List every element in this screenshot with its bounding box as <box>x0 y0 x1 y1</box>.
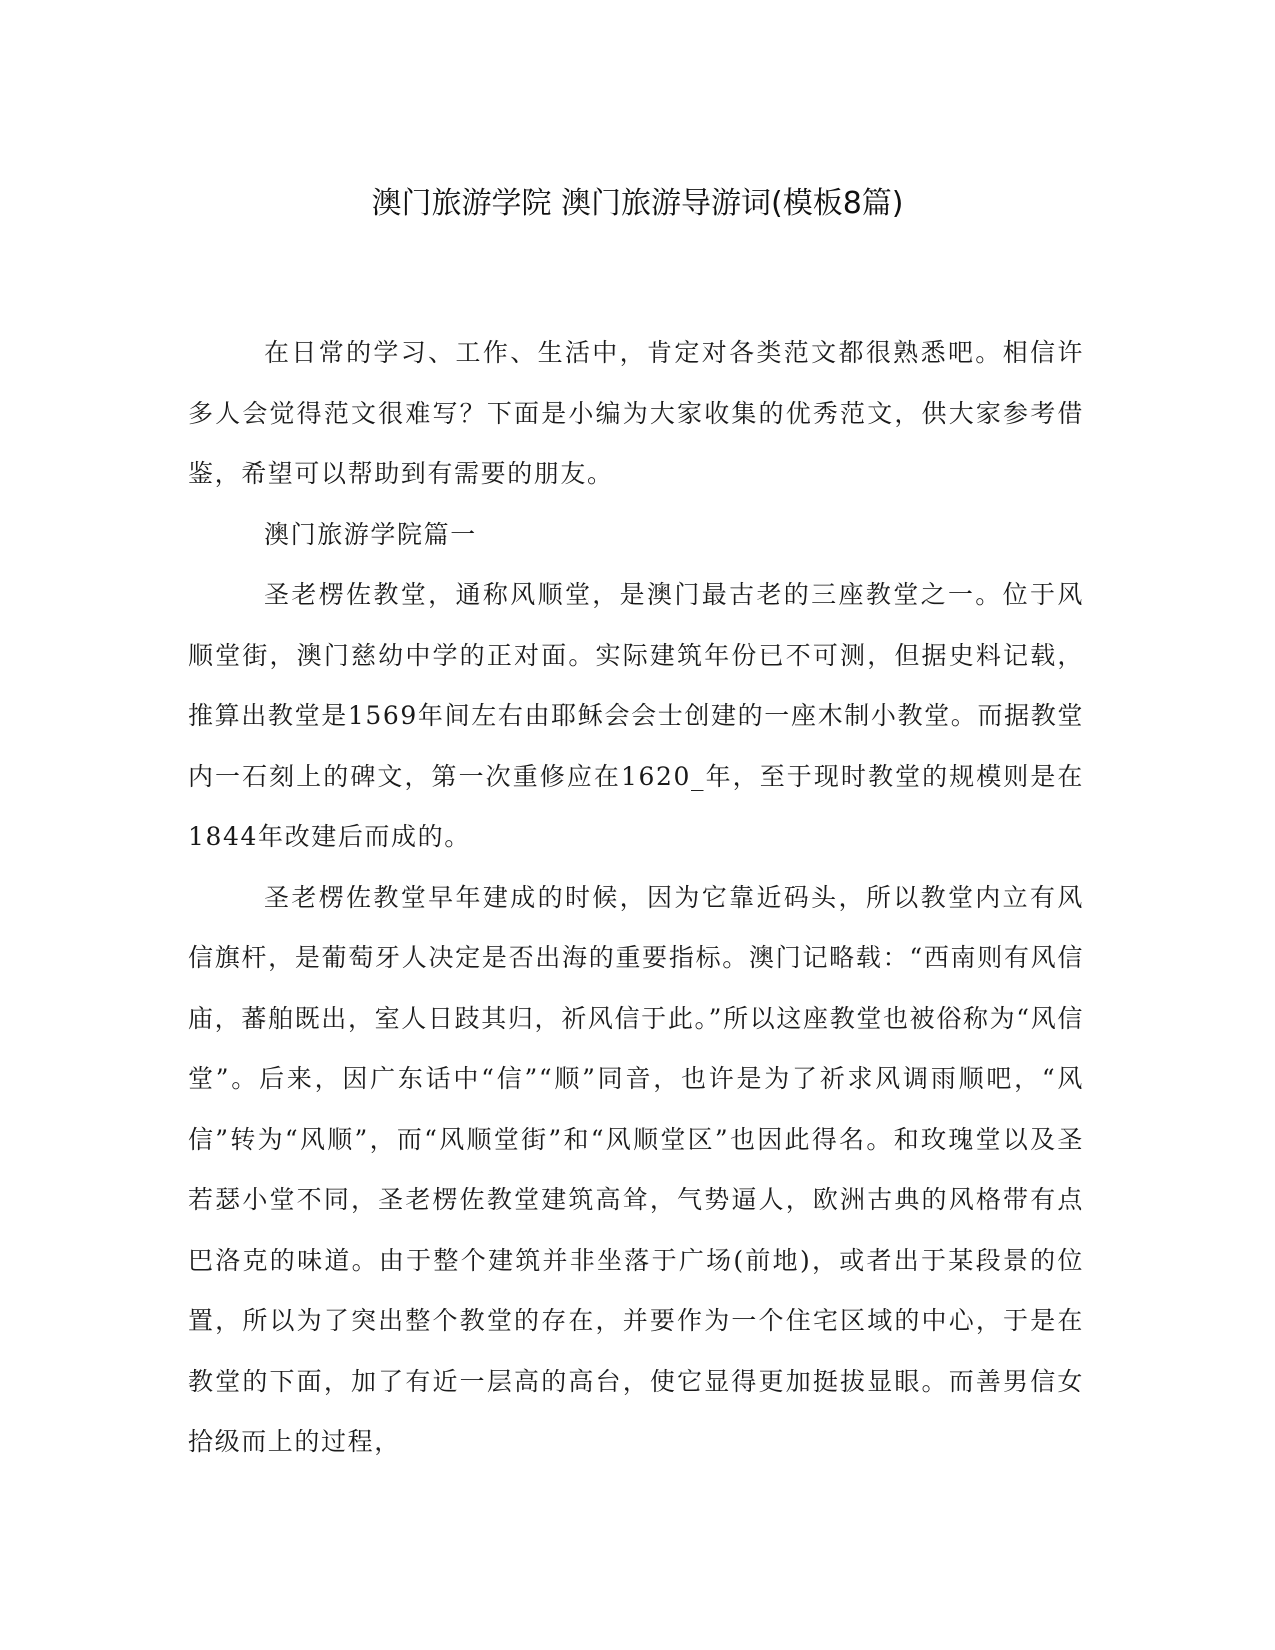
body-paragraph: 圣老楞佐教堂，通称风顺堂，是澳门最古老的三座教堂之一。位于风顺堂街，澳门慈幼中学的正对面。实际建筑年份已不可测，但据史料记载，推算出教堂是1569年间左右由耶稣会会士创建的一座木制小教堂。而据教堂内一石刻上的碑文，第一次重修应在1620_年，至于现时教堂的规模则是在1844年改建后而成的。 <box>188 580 1084 851</box>
body-paragraph: 圣老楞佐教堂早年建成的时候，因为它靠近码头，所以教堂内立有风信旗杆，是葡萄牙人决定是否出海的重要指标。澳门记略载：“西南则有风信庙，蕃舶既出，室人日跂其归，祈风信于此。”所以这座教堂也被俗称为“风信堂”。后来，因广东话中“信”“顺”同音，也许是为了祈求风调雨顺吧，“风信”转为“风顺”，而“风顺堂街”和“风顺堂区”也因此得名。和玫瑰堂以及圣若瑟小堂不同，圣老楞佐教堂建筑高耸，气势逼人，欧洲古典的风格带有点巴洛克的味道。由于整个建筑并非坐落于广场(前地)，或者出于某段景的位置，所以为了突出整个教堂的存在，并要作为一个住宅区域的中心，于是在教堂的下面，加了有近一层高的高台，使它显得更加挺拔显眼。而善男信女拾级而上的过程， <box>188 882 1084 1456</box>
document-title: 澳门旅游学院 澳门旅游导游词(模板8篇) <box>371 186 904 221</box>
section-heading: 澳门旅游学院篇一 <box>264 519 477 549</box>
intro-paragraph: 在日常的学习、工作、生活中，肯定对各类范文都很熟悉吧。相信许多人会觉得范文很难写？下面是小编为大家收集的优秀范文，供大家参考借鉴，希望可以帮助到有需要的朋友。 <box>188 338 1084 488</box>
document-body <box>188 323 1084 1473</box>
